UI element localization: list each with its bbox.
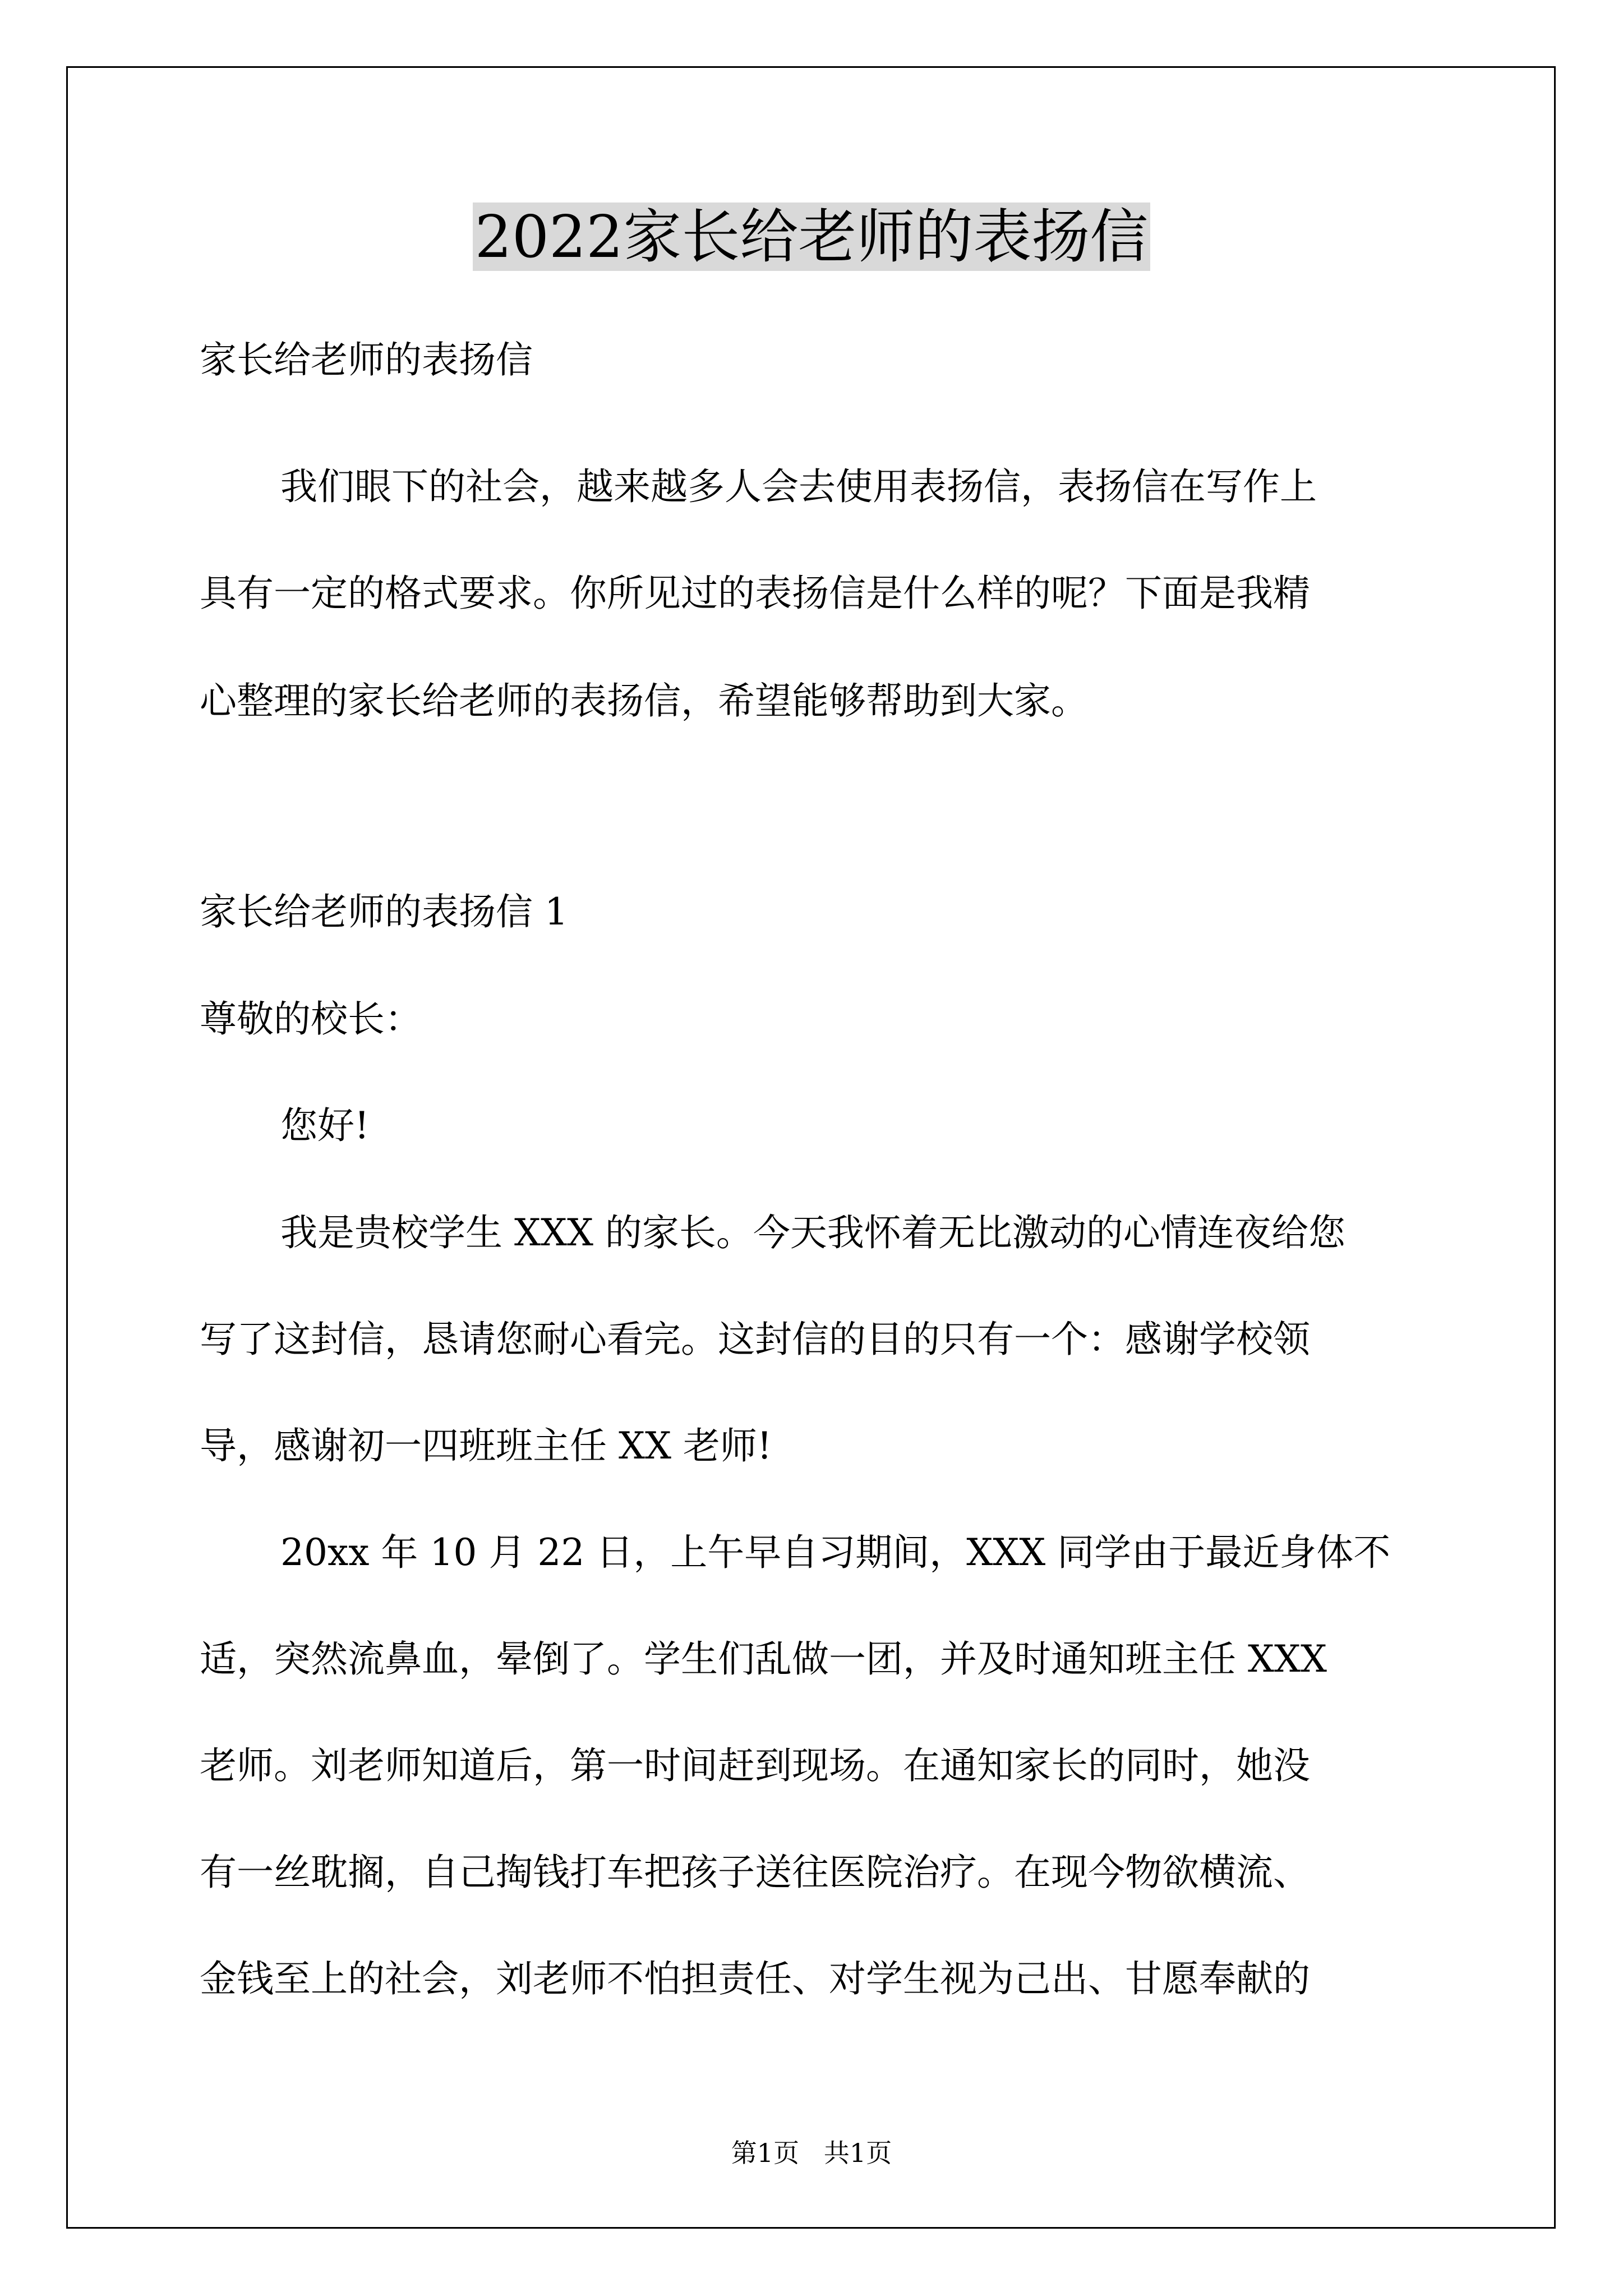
intro-line-2: 具有一定的格式要求。你所见过的表扬信是什么样的呢？下面是我精 — [200, 572, 1310, 615]
document-title — [0, 197, 1623, 276]
greeting: 您好! — [280, 1104, 370, 1147]
paragraph-2-line-5: 金钱至上的社会，刘老师不怕担责任、对学生视为己出、甘愿奉献的 — [200, 1957, 1310, 2000]
paragraph-1-line-2: 写了这封信，恳请您耐心看完。这封信的目的只有一个：感谢学校领 — [200, 1318, 1310, 1361]
paragraph-2-line-4: 有一丝耽搁，自己掏钱打车把孩子送往医院治疗。在现今物欲横流、 — [200, 1851, 1310, 1894]
intro-line-3: 心整理的家长给老师的表扬信，希望能够帮助到大家。 — [200, 679, 1088, 723]
document-title-text: 2022家长给老师的表扬信 — [473, 203, 1151, 271]
paragraph-1-line-1: 我是贵校学生 XXX 的家长。今天我怀着无比激动的心情连夜给您 — [280, 1211, 1345, 1254]
letter-heading: 家长给老师的表扬信 1 — [200, 890, 568, 933]
paragraph-2-line-1: 20xx 年 10 月 22 日，上午早自习期间，XXX 同学由于最近身体不 — [280, 1531, 1391, 1574]
intro-line-1: 我们眼下的社会，越来越多人会去使用表扬信，表扬信在写作上 — [280, 465, 1317, 508]
subtitle: 家长给老师的表扬信 — [200, 338, 533, 381]
paragraph-1-line-3: 导，感谢初一四班班主任 XX 老师! — [200, 1424, 772, 1467]
salutation: 尊敬的校长： — [200, 997, 422, 1041]
paragraph-2-line-3: 老师。刘老师知道后，第一时间赶到现场。在通知家长的同时，她没 — [200, 1744, 1310, 1787]
page-footer: 第1页 共1页 — [731, 2138, 892, 2168]
paragraph-2-line-2: 适，突然流鼻血，晕倒了。学生们乱做一团，并及时通知班主任 XXX — [200, 1637, 1327, 1681]
